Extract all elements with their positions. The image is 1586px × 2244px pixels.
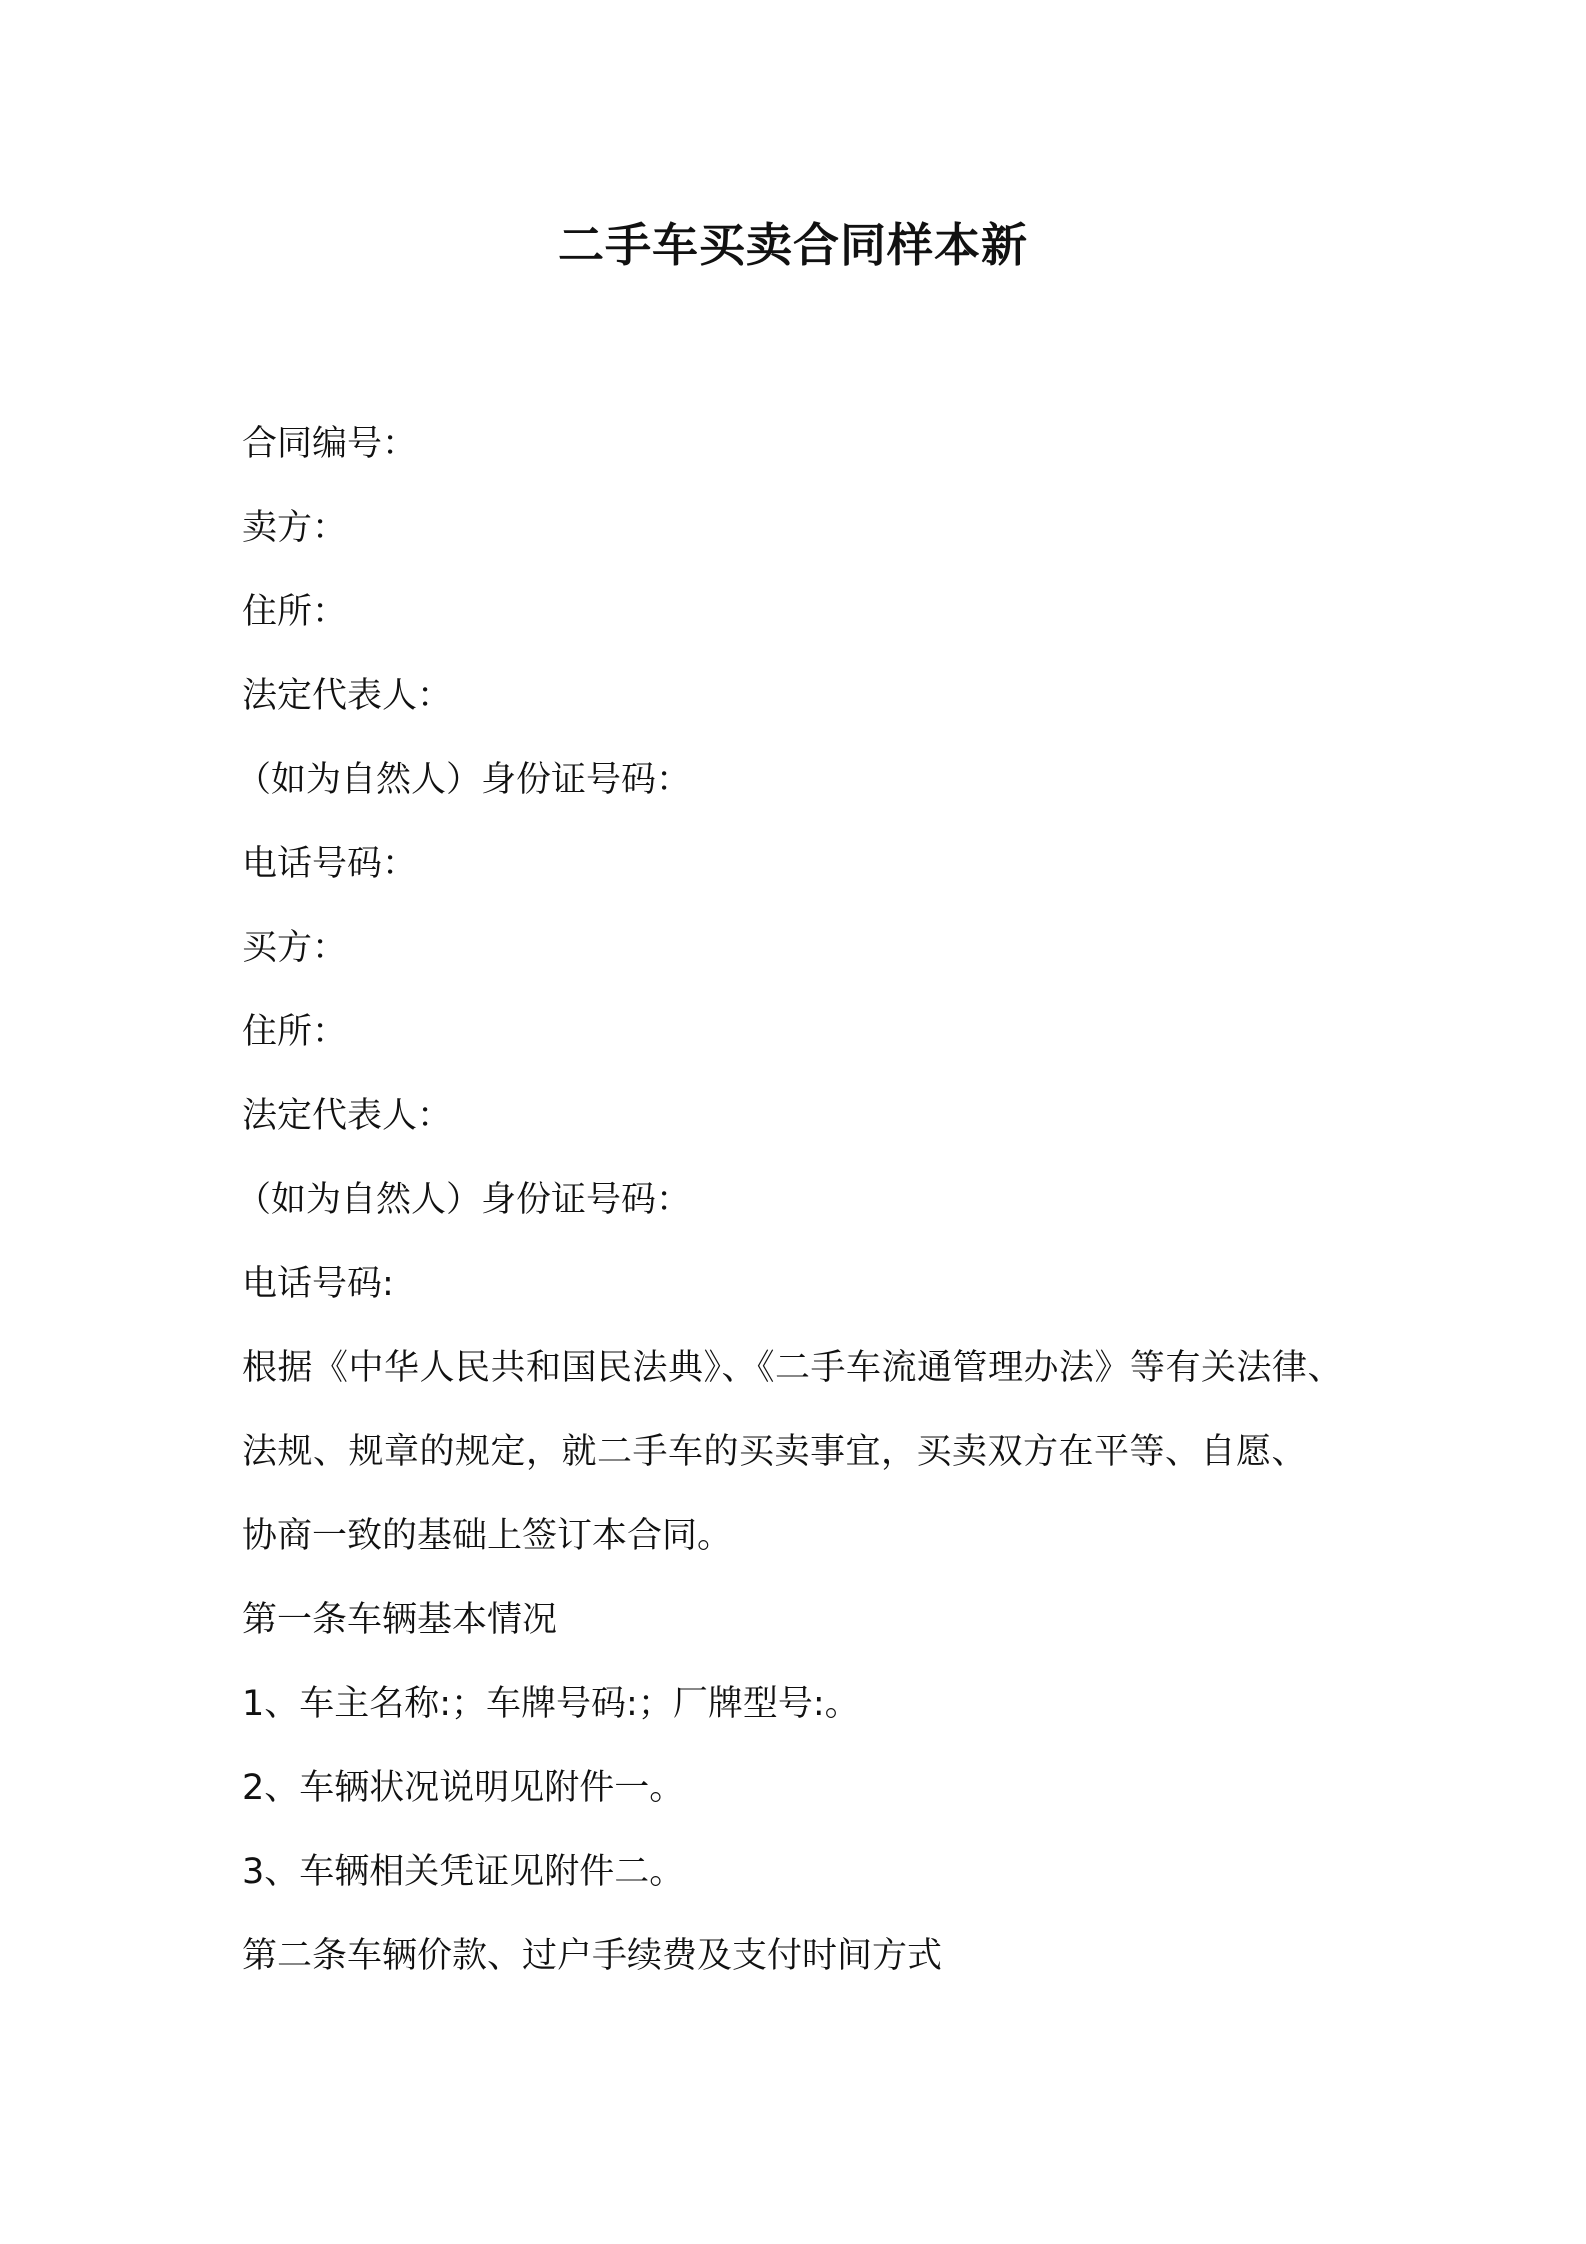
buyer-line: 买方：: [242, 928, 348, 968]
preamble-line-1: 根据《中华人民共和国民法典》、《二手车流通管理办法》等有关法律、: [242, 1348, 1344, 1388]
article-1-heading: 第一条车辆基本情况: [242, 1600, 558, 1640]
document-body: [236, 402, 1362, 1998]
preamble-line-3: 协商一致的基础上签订本合同。: [242, 1516, 733, 1556]
seller-line: 卖方：: [242, 508, 348, 548]
article-1-item-2: 2、车辆状况说明见附件一。: [242, 1768, 685, 1808]
buyer-address-line: 住所：: [242, 1012, 348, 1052]
seller-id-number-line: （如为自然人）身份证号码：: [236, 760, 692, 800]
preamble-line-2: 法规、规章的规定，就二手车的买卖事宜，买卖双方在平等、自愿、: [242, 1432, 1308, 1472]
buyer-phone-line: 电话号码:: [242, 1264, 394, 1304]
article-1-item-1: 1、车主名称:；车牌号码:；厂牌型号:。: [242, 1684, 860, 1724]
contract-number-line: 合同编号：: [242, 424, 418, 464]
seller-address-line: 住所：: [242, 592, 348, 632]
document-title: 二手车买卖合同样本新: [558, 218, 1028, 272]
buyer-id-number-line: （如为自然人）身份证号码：: [236, 1180, 692, 1220]
seller-legal-rep-line: 法定代表人：: [242, 676, 453, 716]
buyer-legal-rep-line: 法定代表人：: [242, 1096, 453, 1136]
seller-phone-line: 电话号码：: [242, 844, 418, 884]
article-1-item-3: 3、车辆相关凭证见附件二。: [242, 1852, 685, 1892]
article-2-heading: 第二条车辆价款、过户手续费及支付时间方式: [242, 1936, 943, 1976]
